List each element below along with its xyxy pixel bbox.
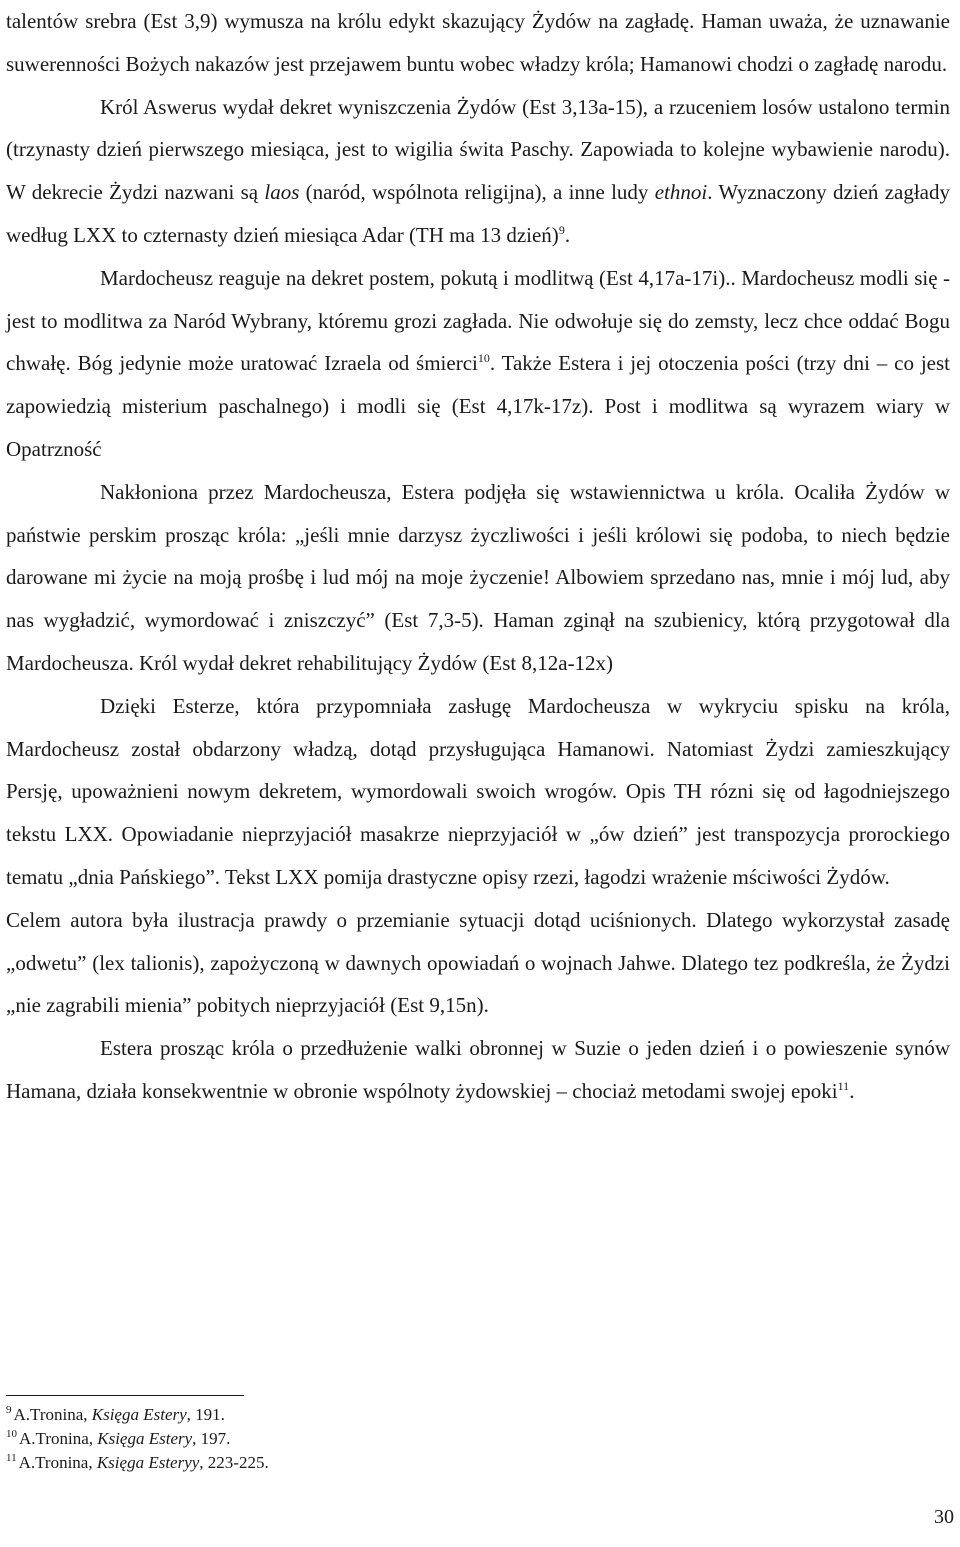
paragraph: [6, 685, 950, 899]
paragraph: [6, 899, 950, 1027]
footnote-pages: , 197.: [192, 1429, 231, 1448]
footnote-author: A.Tronina,: [19, 1429, 98, 1448]
footnote-pages: , 191.: [186, 1405, 225, 1424]
footnote-number: 10: [6, 1428, 17, 1441]
footnote-title: Księga Esteryy: [96, 1453, 200, 1472]
footnote-reference: 9: [558, 222, 565, 237]
footnote-title: Księga Estery: [91, 1405, 187, 1424]
text-run: .: [849, 1078, 855, 1103]
footnote-number: 9: [6, 1404, 12, 1417]
footnote-title: Księga Estery: [97, 1429, 193, 1448]
text-run: talentów srebra (Est 3,9) wymusza na królu edykt skazujący Żydów na zagładę. Haman uważa, że uznawanie suwerenności Bożych nakazów jest przejawem buntu wobec władzy króla; Hamanowi chodzi o zagładę narodu.: [6, 9, 950, 76]
paragraph: [6, 257, 950, 471]
footnote: [6, 1451, 706, 1475]
text-run: .: [564, 222, 571, 247]
paragraph: [6, 0, 950, 86]
text-run: Celem autora była ilustracja prawdy o przemianie sytuacji dotąd uciśnionych. Dlatego wykorzystał zasadę „odwetu” (lex talionis), zapożyczoną w dawnych opowiadań o wojnach Jahwe. Dlatego tez podkreśla, że Żydzi „nie zagrabili mienia” pobitych nieprzyjaciół (Est 9,15n).: [6, 907, 950, 1018]
paragraph: [6, 471, 950, 685]
text-run: (naród, wspólnota religijna), a inne ludy: [299, 180, 655, 205]
text-run: Król Aswerus wydał dekret wyniszczenia Żydów (Est 3,13a-15), a rzuceniem losów ustalono termin (trzynasty dzień pierwszego miesiąca, jest to wigilia świta Paschy. Zapowiada to kolejne wybawienie narodu). W dekrecie Żydzi nazwani są: [6, 94, 950, 205]
footnote-separator: [6, 1395, 244, 1396]
paragraph: [6, 86, 950, 257]
footnote: [6, 1427, 706, 1451]
text-run: . Także Estera i jej otoczenia pości (trzy dni – co jest zapowiedzią misterium paschalnego) i modli się (Est 4,17k-17z). Post i modlitwa są wyrazem wiary w Opatrzność: [6, 351, 950, 461]
text-run: . Wyznaczony dzień zagłady według LXX to czternasty dzień miesiąca Adar (TH ma 13 dzień): [6, 180, 950, 247]
text-run: Dzięki Esterze, która przypomniała zasługę Mardocheusza w wykryciu spisku na króla, Mardocheusz został obdarzony władzą, dotąd przysługująca Hamanowi. Natomiast Żydzi zamieszkujący Persję, upoważnieni nowym dekretem, wymordowali swoich wrogów. Opis TH rózni się od łagodniejszego tekstu LXX. Opowiadanie nieprzyjaciół masakrze nieprzyjaciół w „ów dzień” jest transpozycja prorockiego tematu „dnia Pańskiego”. Tekst LXX pomija drastyczne opisy rzezi, łagodzi wrażenie mściwości Żydów.: [6, 693, 950, 889]
paragraph: [6, 1027, 950, 1113]
text-run: Estera prosząc króla o przedłużenie walki obronnej w Suzie o jeden dzień i o powieszenie synów Hamana, działa konsekwentnie w obronie wspólnoty żydowskiej – chociaż metodami swojej epoki: [6, 1036, 950, 1103]
footnotes: [6, 1403, 706, 1475]
footnote-author: A.Tronina,: [18, 1453, 97, 1472]
italic-term: laos: [264, 180, 300, 205]
page-number: 30: [934, 1506, 954, 1528]
footnote-number: 11: [6, 1452, 17, 1465]
italic-term: ethnoi: [654, 180, 708, 205]
text-run: Mardocheusz reaguje na dekret postem, pokutą i modlitwą (Est 4,17a-17i).. Mardocheusz modli się - jest to modlitwa za Naród Wybrany, któremu grozi zagłada. Nie odwołuje się do zemsty, lecz chce oddać Bogu chwałę. Bóg jedynie może uratować Izraela od śmierci: [6, 265, 950, 376]
footnote: [6, 1403, 706, 1427]
footnote-reference: 10: [477, 351, 490, 366]
footnote-author: A.Tronina,: [13, 1405, 92, 1424]
text-run: Nakłoniona przez Mardocheusza, Estera podjęła się wstawiennictwa u króla. Ocaliła Żydów w państwie perskim prosząc króla: „jeśli mnie darzysz życzliwości i jeśli królowi się podoba, to niech będzie darowane mi życie na moją prośbę i lud mój na moje życzenie! Albowiem sprzedano nas, mnie i mój lud, aby nas wygładzić, wymordować i zniszczyć” (Est 7,3-5). Haman zginął na szubienicy, którą przygotował dla Mardocheusza. Król wydał dekret rehabilitujący Żydów (Est 8,12a-12x): [6, 479, 950, 675]
footnote-pages: , 223-225.: [199, 1453, 269, 1472]
footnote-reference: 11: [837, 1078, 850, 1093]
body-text: [6, 0, 950, 1113]
